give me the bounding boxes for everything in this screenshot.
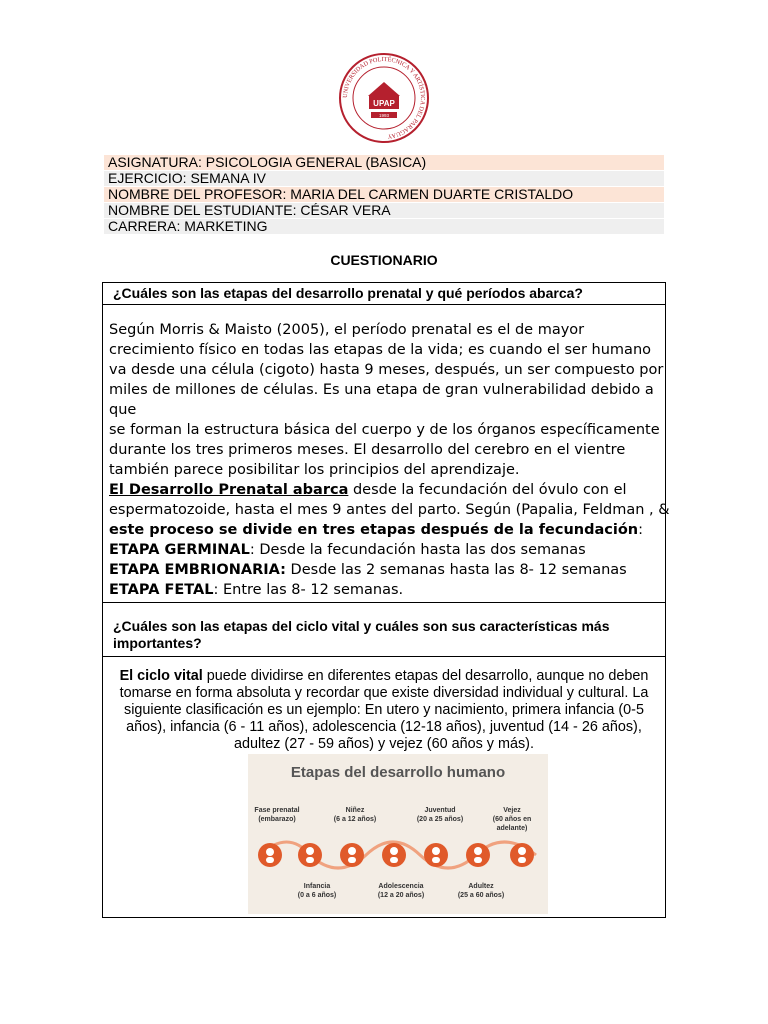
stage-label-juventud [405, 806, 475, 824]
development-stages-infographic [248, 754, 548, 914]
etapa-germinal-label: ETAPA GERMINAL [109, 542, 250, 558]
etapa-fetal-label: ETAPA FETAL [109, 582, 214, 598]
answer-1-line [109, 520, 659, 540]
answer-1-line [109, 480, 659, 500]
stage-label-adultez [446, 882, 516, 900]
stage-range: (embarazo) [258, 816, 296, 823]
stage-range: (60 años en adelante) [492, 816, 532, 832]
stage-range: (6 a 12 años) [333, 816, 377, 823]
info-profesor: NOMBRE DEL PROFESOR: MARIA DEL CARMEN DUARTE CRISTALDO [104, 187, 664, 202]
answer-1-line: va desde una célula (cigoto) hasta 9 meses, después, un ser compuesto por [109, 362, 664, 378]
info-carrera: CARRERA: MARKETING [104, 219, 664, 234]
stage-name: Vejez [503, 807, 521, 814]
stage-name: Niñez [345, 807, 365, 814]
abarca-bold: El Desarrollo Prenatal abarca [109, 482, 349, 498]
stage-name: Fase prenatal [254, 807, 300, 814]
answer-1-line: crecimiento físico en todas las etapas de la vida; es cuando el ser humano [109, 342, 652, 358]
stage-range: (20 a 25 años) [416, 816, 464, 823]
answer-1-line: Según Morris & Maisto (2005), el período prenatal es el de mayor [109, 322, 585, 338]
stage-name: Adultez [468, 883, 494, 890]
question-1-header [102, 282, 666, 305]
etapa-germinal [109, 540, 659, 560]
question-2-header [102, 602, 666, 657]
stage-name: Infancia [303, 883, 331, 890]
answer-1-line: miles de millones de células. Es una etapa de gran vulnerabilidad debido a [109, 382, 654, 398]
answer-1-line: espermatozoide, hasta el mes 9 antes del parto. Según (Papalia, Feldman , & [109, 502, 670, 518]
info-asignatura: ASIGNATURA: PSICOLOGIA GENERAL (BASICA) [104, 155, 664, 170]
university-logo [338, 52, 430, 144]
infographic-title: Etapas del desarrollo humano [290, 764, 506, 781]
answer-1-line: que [109, 402, 137, 418]
page-title: CUESTIONARIO [330, 252, 438, 268]
ciclo-vital-rest: puede dividirse en diferentes etapas del desarrollo, aunque no deben tomarse en forma absoluta y recordar que existe diversidad individual y cultural. La siguiente clasificación es un ejemplo: En utero y nacimiento, primera infancia (0-5 años), infancia (6 - 11 años), adolescencia (12-18 años), juventud (14 - 26 años), adultez (27 - 59 años) y vejez (60 años y más). [119, 668, 649, 752]
abarca-rest: desde la fecundación del óvulo con el [348, 482, 627, 498]
stage-range: (0 a 6 años) [297, 892, 337, 899]
stage-name: Juventud [424, 807, 456, 814]
etapa-embrionaria-label: ETAPA EMBRIONARIA: [109, 562, 286, 578]
stage-name: Adolescencia [378, 883, 424, 890]
info-ejercicio: EJERCICIO: SEMANA IV [104, 171, 664, 186]
svg-text:UPAP: UPAP [373, 99, 395, 108]
svg-text:1993: 1993 [378, 113, 390, 118]
stages-timeline [248, 829, 548, 879]
info-estudiante: NOMBRE DEL ESTUDIANTE: CÉSAR VERA [104, 203, 664, 218]
stage-label-ninez [320, 806, 390, 824]
answer-2-text [110, 668, 658, 753]
question-1-text: ¿Cuáles son las etapas del desarrollo prenatal y qué períodos abarca? [113, 285, 583, 301]
stage-range: (25 a 60 años) [457, 892, 505, 899]
etapa-germinal-desc: : Desde la fecundación hasta las dos semanas [249, 542, 586, 558]
stage-label-infancia [282, 882, 352, 900]
etapa-embrionaria-desc: Desde las 2 semanas hasta las 8- 12 semanas [285, 562, 627, 578]
etapa-embrionaria [109, 560, 659, 580]
answer-1-line: se forman la estructura básica del cuerpo y de los órganos específicamente [109, 422, 660, 438]
stage-label-adolescencia [366, 882, 436, 900]
stage-label-prenatal [242, 806, 312, 824]
divide-rest: : [638, 522, 643, 538]
answer-1-line: también parece posibilitar los principios del aprendizaje. [109, 462, 520, 478]
svg-text:UNIVERSIDAD POLITÉCNICA Y ARTÍ: UNIVERSIDAD POLITÉCNICA Y ARTÍSTICA DEL PARAGUAY [341, 55, 427, 140]
question-2-text: ¿Cuáles son las etapas del ciclo vital y cuáles son sus características más importantes? [113, 618, 610, 651]
ciclo-vital-bold: El ciclo vital [119, 668, 203, 684]
etapa-fetal [109, 580, 659, 600]
divide-bold: este proceso se divide en tres etapas después de la fecundación [109, 522, 639, 538]
etapa-fetal-desc: : Entre las 8- 12 semanas. [213, 582, 404, 598]
answer-1-line: durante los tres primeros meses. El desarrollo del cerebro en el vientre [109, 442, 626, 458]
answer-1-text [109, 320, 670, 600]
stage-range: (12 a 20 años) [377, 892, 425, 899]
